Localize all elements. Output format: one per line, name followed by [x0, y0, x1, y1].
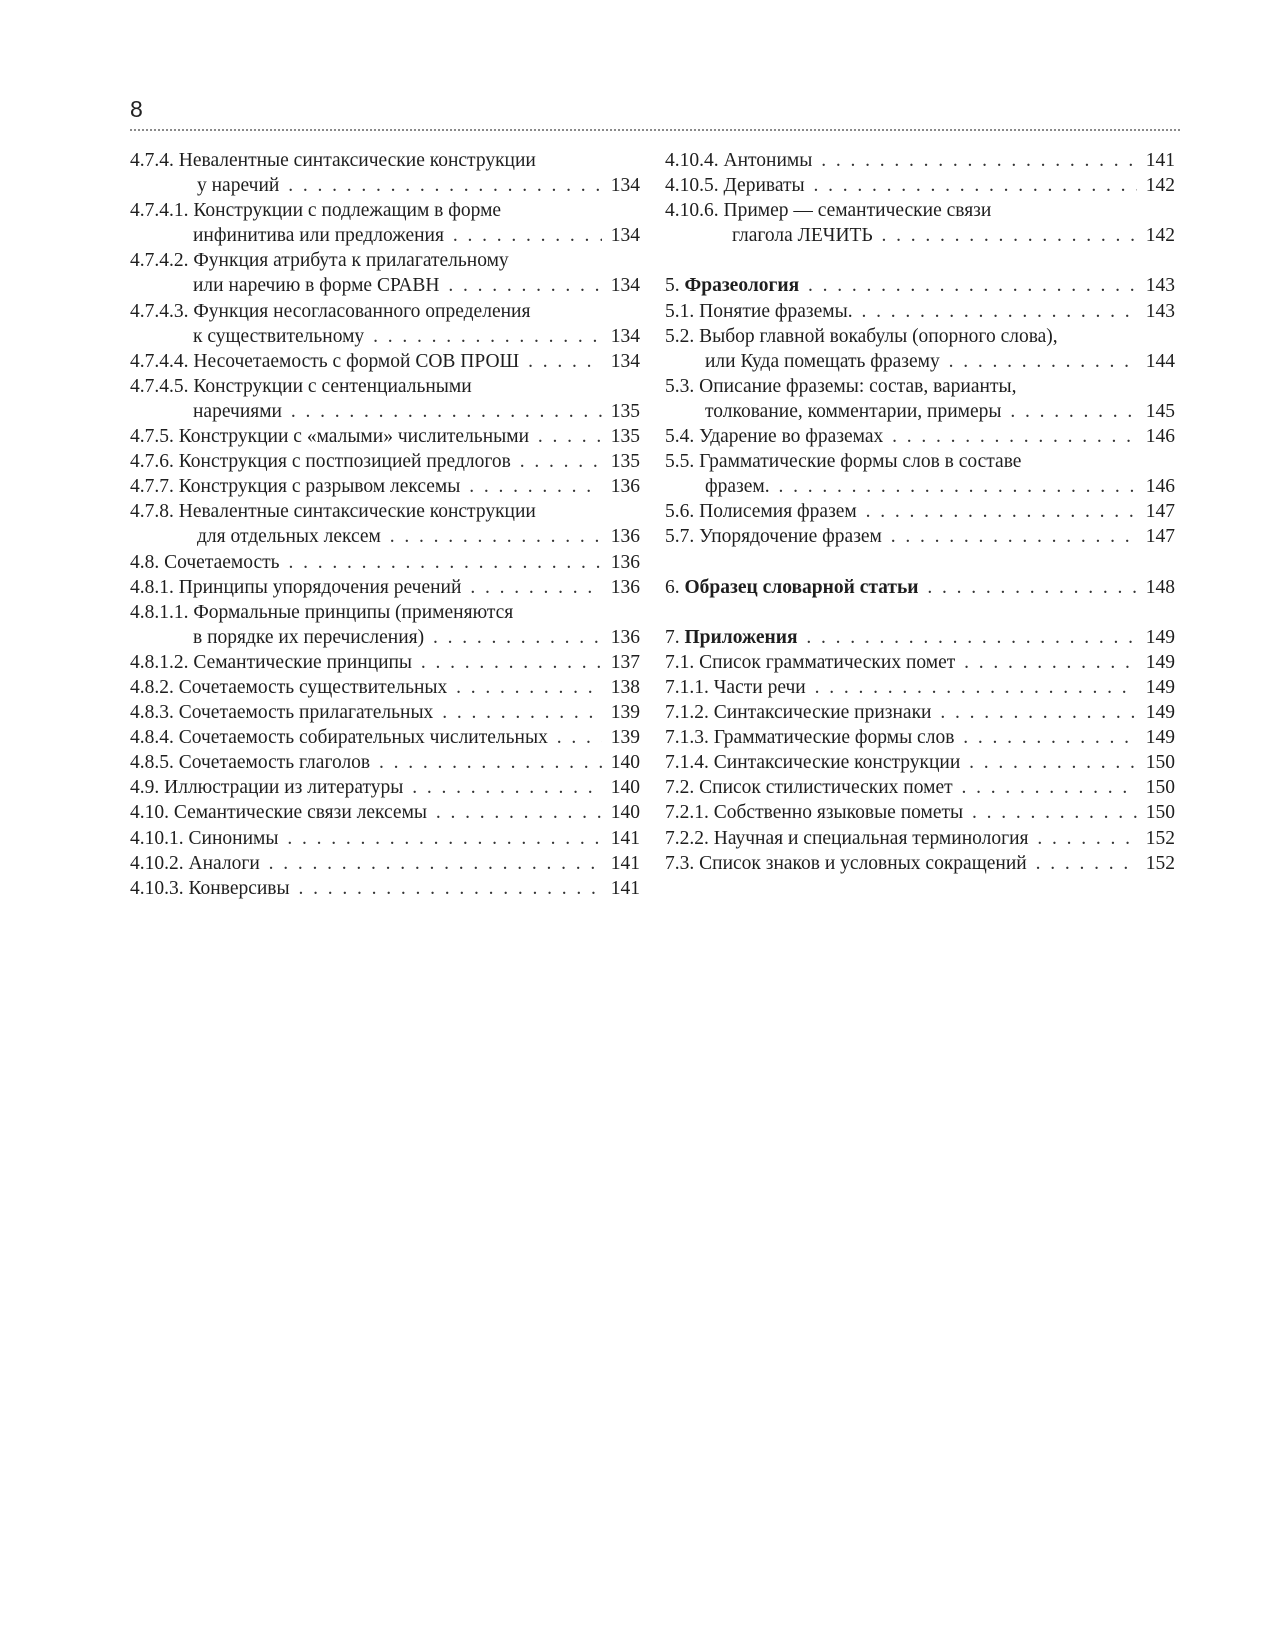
dot-leader	[444, 273, 603, 298]
toc-entry-title-continued: толкование, комментарии, примеры	[705, 400, 1002, 422]
toc-entry[interactable]	[665, 374, 1175, 424]
header-dotted-rule	[130, 129, 1180, 131]
dot-leader	[944, 349, 1137, 374]
dot-leader	[431, 800, 602, 825]
toc-page-number: 144	[1145, 350, 1175, 372]
dot-leader	[886, 524, 1137, 549]
toc-entry-title: 4.7.4.5. Конструкции с сентенциальными	[130, 375, 472, 397]
toc-entry-title: 7. Приложения	[665, 626, 798, 648]
toc-page-number: 150	[1145, 752, 1175, 774]
dot-leader	[877, 223, 1137, 248]
toc-entry[interactable]	[130, 299, 640, 349]
toc-entry[interactable]	[665, 851, 1175, 876]
toc-entry-title-continued: в порядке их перечисления)	[193, 626, 425, 648]
toc-entry[interactable]	[665, 800, 1175, 825]
toc-entry-title: 7.1.2. Синтаксические признаки	[665, 702, 932, 724]
page-number: 8	[130, 96, 143, 122]
toc-page-number: 141	[1145, 150, 1175, 171]
toc-entry-title-continued: инфинитива или предложения	[193, 225, 444, 247]
dot-leader	[374, 750, 602, 775]
toc-entry-title: 6. Образец словарной статьи	[665, 576, 919, 598]
toc-entry[interactable]	[130, 374, 640, 424]
dot-leader	[803, 273, 1137, 298]
dot-leader	[465, 575, 602, 600]
toc-page-number: 139	[610, 702, 640, 724]
toc-entry[interactable]	[665, 650, 1175, 675]
toc-entry-title-continued: или наречию в форме СРАВН	[193, 275, 440, 297]
toc-entry[interactable]	[130, 474, 640, 499]
toc-entry-title: 4.8.5. Сочетаемость глаголов	[130, 752, 371, 774]
toc-page-number: 143	[1145, 300, 1175, 322]
toc-page-number: 149	[1145, 626, 1175, 648]
toc-entry[interactable]	[665, 324, 1175, 374]
toc-entry[interactable]	[665, 575, 1175, 600]
dot-leader	[1031, 851, 1137, 876]
toc-page-number: 149	[1145, 651, 1175, 673]
toc-entry[interactable]	[130, 750, 640, 775]
toc-page-number: 147	[1145, 501, 1175, 523]
dot-leader	[802, 625, 1137, 650]
toc-entry-title: 7.2. Список стилистических помет	[665, 777, 953, 799]
toc-page-number: 146	[1145, 426, 1175, 448]
toc-page-number: 135	[610, 426, 640, 448]
dot-leader	[957, 775, 1137, 800]
toc-entry[interactable]	[665, 700, 1175, 725]
toc-entry[interactable]	[665, 725, 1175, 750]
toc-entry[interactable]	[665, 173, 1175, 198]
dot-leader	[264, 851, 602, 876]
dot-leader	[284, 550, 602, 575]
toc-entry-title: 4.8. Сочетаемость	[130, 551, 280, 573]
dot-leader	[964, 750, 1137, 775]
toc-entry-title: 4.8.1.1. Формальные принципы (применяются	[130, 601, 514, 623]
toc-entry-title: 4.8.4. Сочетаемость собирательных числительных	[130, 727, 548, 749]
dot-leader	[368, 324, 602, 349]
toc-page-number: 142	[1145, 175, 1175, 197]
toc-entry[interactable]	[130, 700, 640, 725]
dot-leader	[958, 725, 1137, 750]
toc-page-number: 150	[1145, 802, 1175, 824]
toc-page-number: 142	[1145, 225, 1175, 247]
section-gap	[665, 600, 1175, 625]
toc-page-number: 152	[1145, 852, 1175, 874]
toc-entry[interactable]	[665, 299, 1175, 324]
toc-entry-title: 5.3. Описание фраземы: состав, варианты,	[665, 375, 1017, 397]
toc-page-number: 136	[610, 576, 640, 598]
toc-entry-title: 4.10.1. Синонимы	[130, 827, 279, 849]
toc-entry[interactable]	[130, 349, 640, 374]
toc-page-number: 135	[610, 400, 640, 422]
toc-page-number: 134	[610, 225, 640, 247]
toc-entry-title-continued: фразем.	[705, 476, 770, 498]
toc-page-number: 137	[610, 651, 640, 673]
dot-leader	[809, 173, 1137, 198]
dot-leader	[1006, 399, 1138, 424]
toc-entry[interactable]	[130, 148, 640, 198]
toc-entry-title: 4.7.4.1. Конструкции с подлежащим в форме	[130, 200, 502, 222]
toc-entry-title: 4.8.1. Принципы упорядочения речений	[130, 576, 462, 598]
toc-page-number: 150	[1145, 777, 1175, 799]
dot-leader	[923, 575, 1137, 600]
toc-entry-title: 4.7.4.3. Функция несогласованного определения	[130, 300, 531, 322]
toc-entry-title: 4.7.4.4. Несочетаемость с формой СОВ ПРОШ	[130, 350, 520, 372]
toc-page-number: 149	[1145, 727, 1175, 749]
toc-entry-title: 5.2. Выбор главной вокабулы (опорного слова),	[665, 325, 1058, 347]
toc-page-number: 140	[610, 752, 640, 774]
toc-entry-title: 4.10.3. Конверсивы	[130, 877, 290, 899]
toc-page-number: 143	[1145, 275, 1175, 297]
toc-entry[interactable]	[130, 800, 640, 825]
dot-leader	[428, 625, 602, 650]
dot-leader	[437, 700, 602, 725]
toc-entry[interactable]	[665, 826, 1175, 851]
toc-entry[interactable]	[665, 273, 1175, 298]
toc-entry[interactable]	[665, 675, 1175, 700]
toc-entry-title: 4.10. Семантические связи лексемы	[130, 802, 428, 824]
toc-page-number: 136	[610, 551, 640, 573]
toc-entry-title-continued: наречиями	[193, 400, 282, 422]
dot-leader	[959, 650, 1137, 675]
toc-entry-title-continued: к существительному	[193, 325, 365, 347]
dot-leader	[1033, 826, 1137, 851]
dot-leader	[552, 725, 602, 750]
section-gap	[665, 550, 1175, 575]
toc-page-number: 148	[1145, 576, 1175, 598]
toc-entry-title: 4.7.4.2. Функция атрибута к прилагательному	[130, 250, 509, 272]
section-gap	[665, 248, 1175, 273]
toc-page-number: 134	[610, 350, 640, 372]
dot-leader	[810, 675, 1137, 700]
toc-entry-title: 5.7. Упорядочение фразем	[665, 526, 882, 548]
dot-leader	[282, 826, 602, 851]
toc-page-number: 136	[610, 526, 640, 548]
toc-entry[interactable]	[130, 826, 640, 851]
toc-entry-title: 4.7.7. Конструкция с разрывом лексемы	[130, 476, 461, 498]
toc-page-number: 146	[1145, 476, 1175, 498]
toc-entry[interactable]	[665, 198, 1175, 248]
dot-leader	[887, 424, 1137, 449]
toc-page-number: 140	[610, 802, 640, 824]
toc-page-number: 138	[610, 676, 640, 698]
toc-entry-title-continued: у наречий	[197, 175, 280, 197]
toc-entry-title-continued: или Куда помещать фразему	[705, 350, 940, 372]
toc-page-number: 141	[610, 877, 640, 899]
toc-right-column	[665, 148, 1175, 876]
toc-page-number: 145	[1145, 400, 1175, 422]
toc-page-number: 136	[610, 476, 640, 498]
toc-entry-title: 4.7.5. Конструкции с «малыми» числительными	[130, 426, 530, 448]
dot-leader	[464, 474, 602, 499]
toc-entry-title: 4.7.6. Конструкция с постпозицией предлогов	[130, 451, 511, 473]
toc-page-number: 149	[1145, 676, 1175, 698]
toc-entry[interactable]	[665, 625, 1175, 650]
toc-entry[interactable]	[130, 851, 640, 876]
toc-page-number: 139	[610, 727, 640, 749]
toc-entry-title: 4.8.2. Сочетаемость существительных	[130, 676, 448, 698]
dot-leader	[448, 223, 602, 248]
toc-entry[interactable]	[665, 775, 1175, 800]
dot-leader	[286, 399, 602, 424]
toc-entry-title: 7.1.4. Синтаксические конструкции	[665, 752, 961, 774]
toc-entry[interactable]	[130, 424, 640, 449]
toc-entry[interactable]	[665, 424, 1175, 449]
toc-entry[interactable]	[130, 775, 640, 800]
dot-leader	[283, 173, 602, 198]
toc-left-column	[130, 148, 640, 901]
toc-entry-title: 7.1.3. Грамматические формы слов	[665, 727, 955, 749]
toc-page-number: 135	[610, 451, 640, 473]
toc-entry-title: 5.4. Ударение во фраземах	[665, 426, 884, 448]
dot-leader	[515, 449, 602, 474]
dot-leader	[533, 424, 602, 449]
dot-leader	[857, 299, 1137, 324]
toc-entry[interactable]	[130, 575, 640, 600]
toc-entry-title: 7.1. Список грамматических помет	[665, 651, 956, 673]
toc-page-number: 149	[1145, 702, 1175, 724]
toc-entry[interactable]	[130, 248, 640, 298]
toc-entry[interactable]	[130, 550, 640, 575]
toc-page-number: 136	[610, 626, 640, 648]
dot-leader	[407, 775, 602, 800]
dot-leader	[294, 876, 602, 901]
toc-entry-title: 7.2.1. Собственно языковые пометы	[665, 802, 964, 824]
dot-leader	[861, 499, 1137, 524]
toc-page-number: 134	[610, 325, 640, 347]
toc-entry-title: 7.2.2. Научная и специальная терминология	[665, 827, 1029, 849]
toc-page-number: 134	[610, 175, 640, 197]
toc-page-number: 141	[610, 852, 640, 874]
toc-entry[interactable]	[665, 148, 1175, 173]
toc-page-number: 147	[1145, 526, 1175, 548]
toc-entry-title: 4.7.4. Невалентные синтаксические конструкции	[130, 150, 536, 171]
toc-page-number: 134	[610, 275, 640, 297]
toc-page-number: 140	[610, 777, 640, 799]
dot-leader	[967, 800, 1137, 825]
toc-page-number: 141	[610, 827, 640, 849]
dot-leader	[385, 524, 602, 549]
toc-entry[interactable]	[665, 524, 1175, 549]
toc-entry-title-continued: для отдельных лексем	[197, 526, 381, 548]
toc-entry-title: 5.5. Грамматические формы слов в составе	[665, 451, 1022, 473]
toc-entry[interactable]	[665, 499, 1175, 524]
toc-entry-title: 4.10.2. Аналоги	[130, 852, 260, 874]
toc-entry-title: 4.10.6. Пример — семантические связи	[665, 200, 992, 222]
toc-entry-title: 4.8.3. Сочетаемость прилагательных	[130, 702, 434, 724]
toc-entry[interactable]	[130, 600, 640, 650]
toc-entry-title: 5. Фразеология	[665, 275, 800, 297]
toc-entry[interactable]	[130, 650, 640, 675]
toc-entry[interactable]	[130, 876, 640, 901]
toc-entry[interactable]	[665, 449, 1175, 499]
toc-entry[interactable]	[130, 499, 640, 549]
toc-entry[interactable]	[130, 725, 640, 750]
toc-entry[interactable]	[130, 675, 640, 700]
toc-entry[interactable]	[130, 198, 640, 248]
toc-entry[interactable]	[130, 449, 640, 474]
toc-entry-title: 7.1.1. Части речи	[665, 676, 806, 698]
toc-entry-title: 5.6. Полисемия фразем	[665, 501, 857, 523]
toc-entry-title-continued: глагола ЛЕЧИТЬ	[732, 225, 873, 247]
toc-entry-title: 5.1. Понятие фраземы.	[665, 300, 853, 322]
toc-entry-title: 4.10.5. Дериваты	[665, 175, 805, 197]
toc-entry-title: 7.3. Список знаков и условных сокращений	[665, 852, 1027, 874]
dot-leader	[816, 148, 1137, 173]
dot-leader	[523, 349, 602, 374]
dot-leader	[451, 675, 602, 700]
toc-entry-title: 4.9. Иллюстрации из литературы	[130, 777, 404, 799]
dot-leader	[774, 474, 1137, 499]
toc-entry-title: 4.10.4. Антонимы	[665, 150, 813, 171]
dot-leader	[936, 700, 1138, 725]
toc-entry-title: 4.7.8. Невалентные синтаксические конструкции	[130, 501, 536, 523]
toc-entry[interactable]	[665, 750, 1175, 775]
toc-page-number: 152	[1145, 827, 1175, 849]
dot-leader	[416, 650, 602, 675]
toc-entry-title: 4.8.1.2. Семантические принципы	[130, 651, 413, 673]
